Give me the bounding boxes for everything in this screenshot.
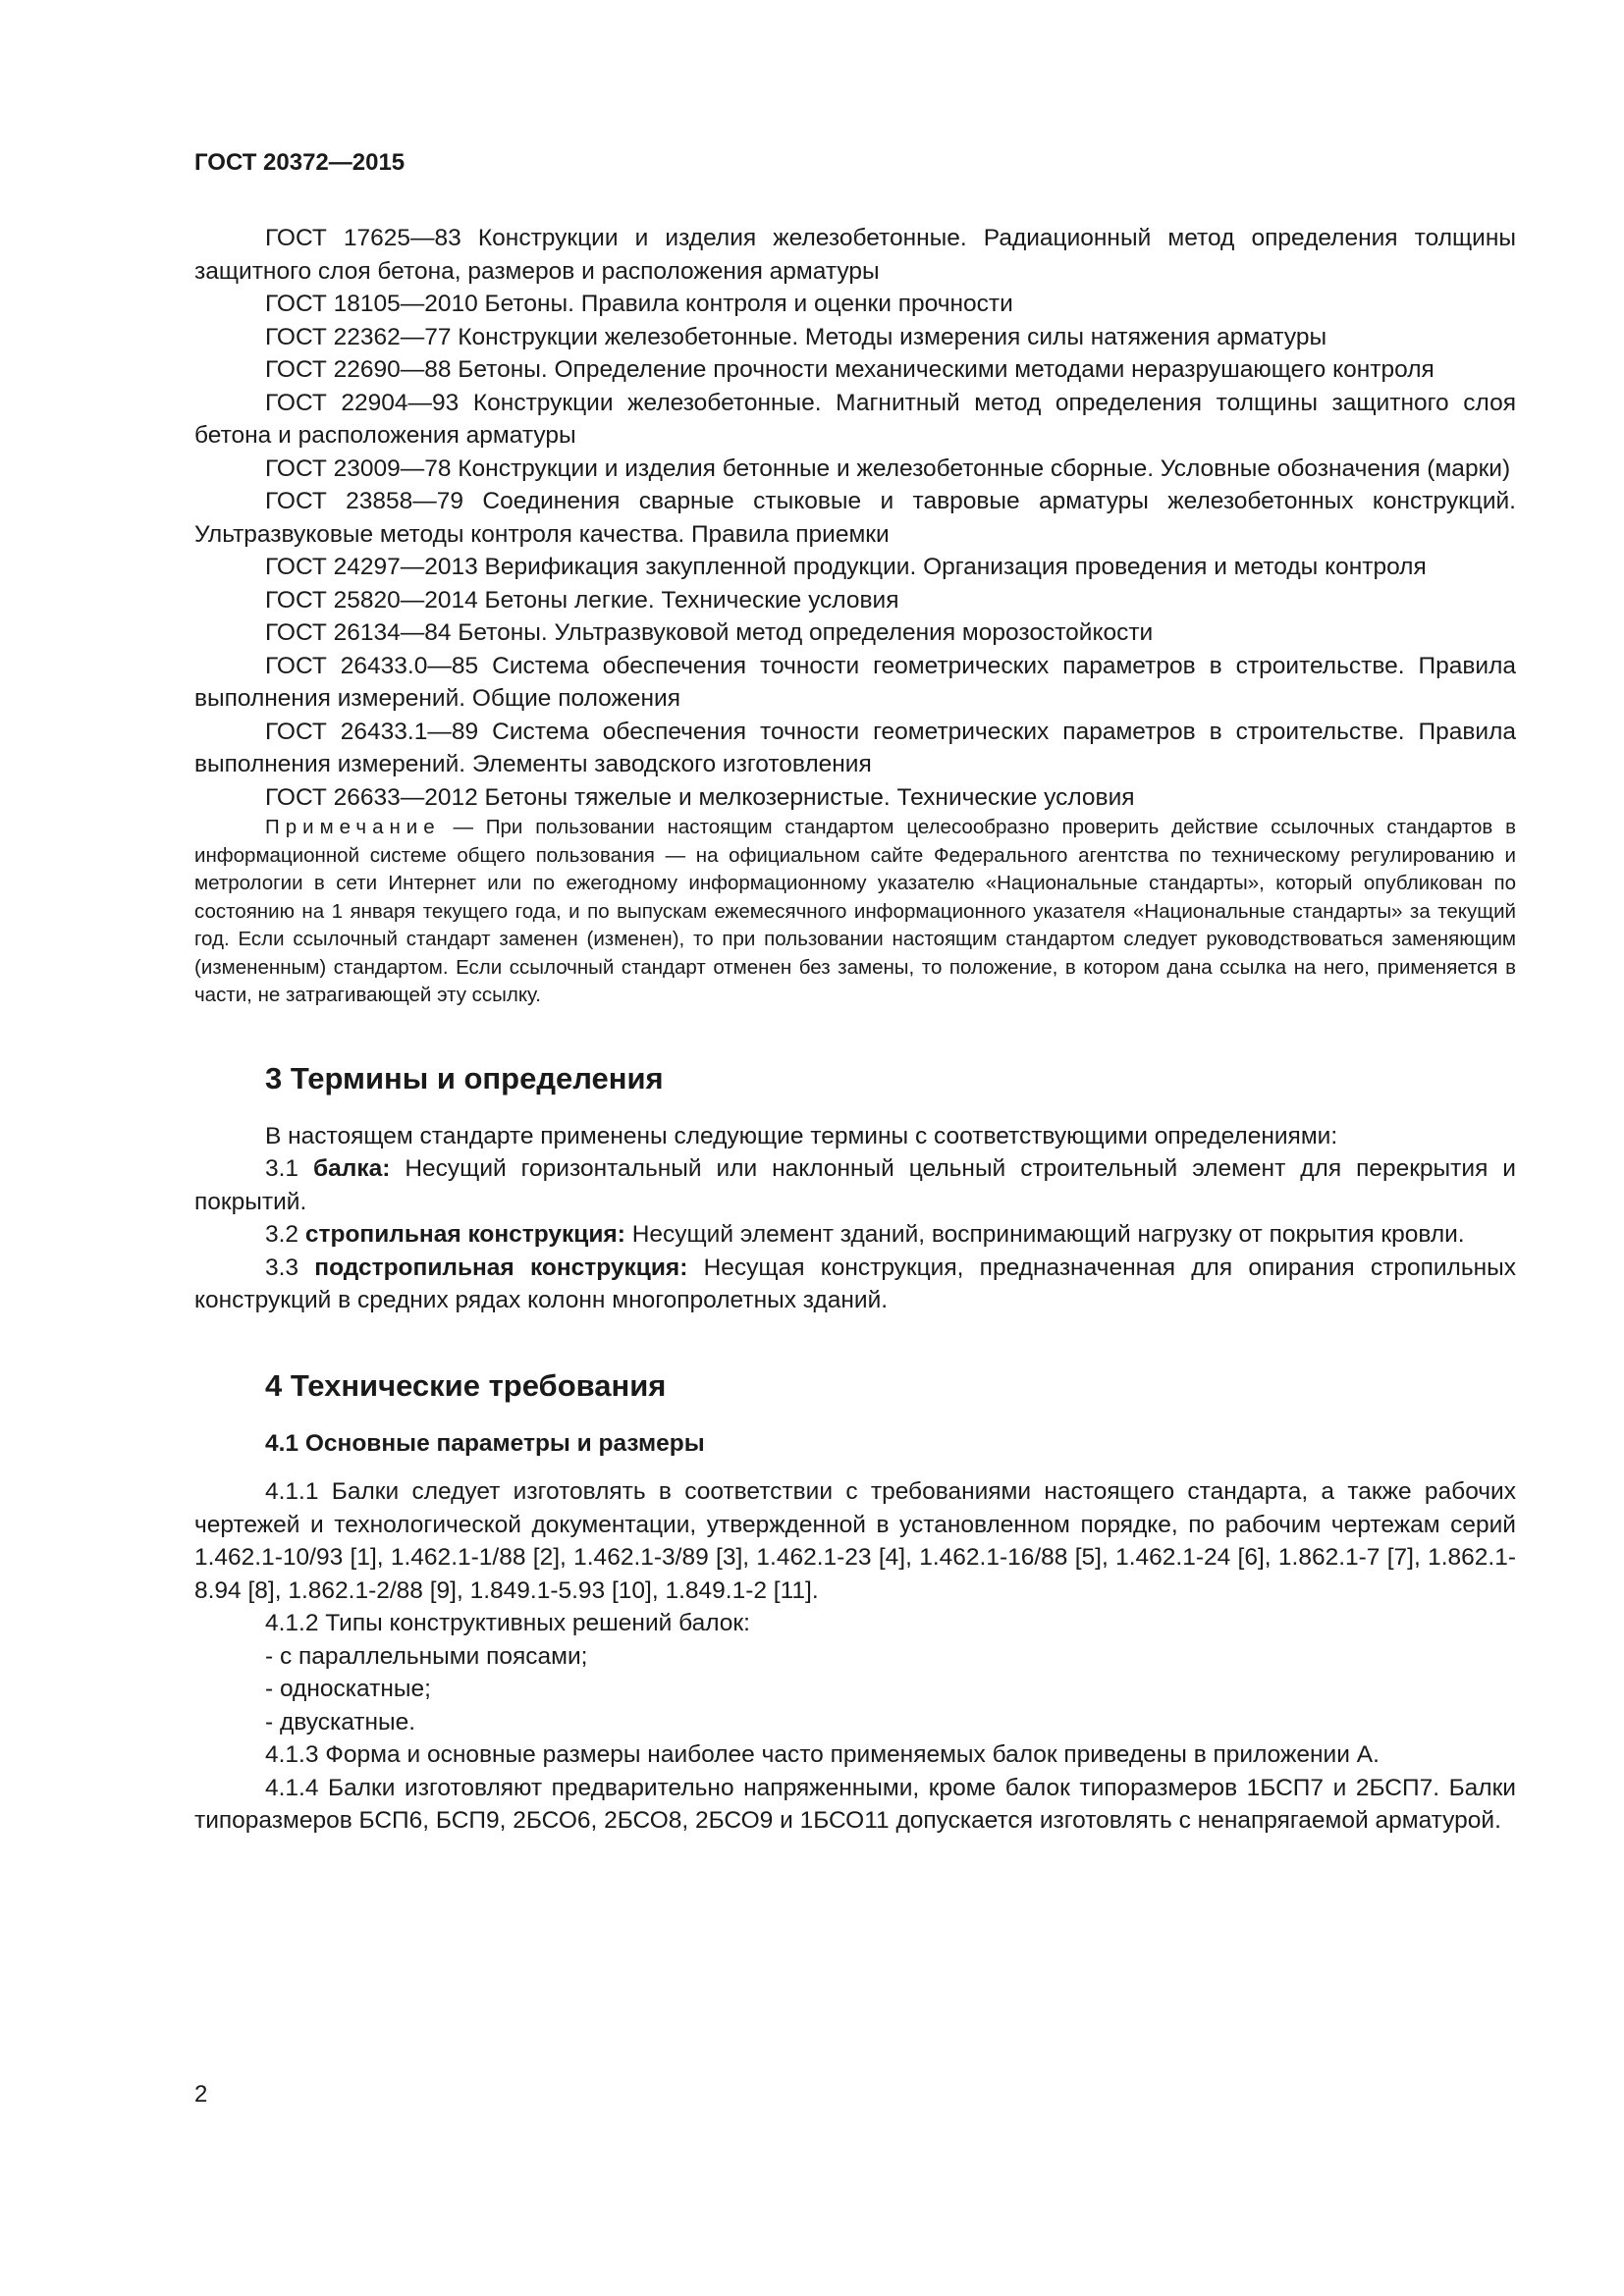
term-text: Несущий элемент зданий, воспринимающий нагрузку от покрытия кровли. [624, 1221, 1465, 1248]
section-4-paragraph: 4.1.1 Балки следует изготовлять в соответствии с требованиями настоящего стандарта, а также рабочих чертежей и технологической документации, утвержденной в установленном порядке, по рабочим чертежам серий 1.462.1-10/93 [1], 1.462.1-1/88 [2], 1.462.1-3/89 [3], 1.462.1-23 [4], 1.462.1-16/88 [5], 1.462.1-24 [6], 1.862.1-7 [7], 1.862.1-8.94 [8], 1.862.1-2/88 [9], 1.849.1-5.93 [10], 1.849.1-2 [11]. [194, 1478, 1516, 1604]
reference-item: ГОСТ 23858—79 Соединения сварные стыковые и тавровые арматуры железобетонных конструкций. Ультразвуковые методы контроля качества. Правила приемки [194, 488, 1516, 548]
reference-item: ГОСТ 22904—93 Конструкции железобетонные. Магнитный метод определения толщины защитного слоя бетона и расположения арматуры [194, 389, 1516, 449]
term-text: Несущая конструкция, предназначенная для опирания стропильных конструкций в средних рядах колонн многопролетных зданий. [194, 1254, 1516, 1313]
subsection-4-1-title: 4.1 Основные параметры и размеры [265, 1429, 705, 1457]
normative-references-list [194, 222, 1516, 814]
term-name: подстропильная конструкция: [314, 1254, 688, 1281]
section-4-paragraph: 4.1.2 Типы конструктивных решений балок: [265, 1610, 750, 1636]
page-number: 2 [194, 2081, 208, 2108]
reference-item: ГОСТ 26134—84 Бетоны. Ультразвуковой метод определения морозостойкости [265, 619, 1154, 646]
reference-item: ГОСТ 24297—2013 Верификация закупленной продукции. Организация проведения и методы контроля [265, 554, 1427, 580]
term-number: 3.2 [265, 1221, 305, 1248]
list-item: - односкатные; [265, 1676, 431, 1702]
section-4-title: 4 Технические требования [265, 1367, 667, 1403]
reference-item: ГОСТ 18105—2010 Бетоны. Правила контроля и оценки прочности [265, 291, 1013, 317]
reference-note [194, 814, 1516, 1010]
section-3-title: 3 Термины и определения [265, 1060, 664, 1095]
section-4-paragraph: 4.1.3 Форма и основные размеры наиболее часто применяемых балок приведены в приложении А. [265, 1741, 1380, 1768]
list-item: - с параллельными поясами; [265, 1642, 588, 1670]
reference-item: ГОСТ 25820—2014 Бетоны легкие. Технические условия [265, 586, 899, 614]
term-definition [194, 1218, 1516, 1252]
document-code-header: ГОСТ 20372—2015 [194, 149, 406, 176]
reference-item: ГОСТ 22362—77 Конструкции железобетонные. Методы измерения силы натяжения арматуры [265, 323, 1327, 350]
list-item: - двускатные. [265, 1708, 416, 1735]
reference-item: ГОСТ 26433.0—85 Система обеспечения точности геометрических параметров в строительстве. Правила выполнения измерений. Общие положения [194, 652, 1516, 712]
reference-item: ГОСТ 26633—2012 Бетоны тяжелые и мелкозернистые. Технические условия [265, 783, 1135, 811]
page-body [194, 222, 1516, 1838]
term-definition [194, 1252, 1516, 1317]
term-name: стропильная конструкция: [304, 1221, 625, 1248]
reference-item: ГОСТ 23009—78 Конструкции и изделия бетонные и железобетонные сборные. Условные обозначения (марки) [265, 454, 1511, 482]
section-3-intro: В настоящем стандарте применены следующие термины с соответствующими определениями: [265, 1122, 1338, 1149]
term-number: 3.3 [265, 1254, 315, 1281]
term-name: балка: [313, 1155, 391, 1182]
reference-item: ГОСТ 22690—88 Бетоны. Определение прочности механическими методами неразрушающего контроля [265, 356, 1435, 383]
note-label: Примечание [265, 816, 441, 838]
term-text: Несущий горизонтальный или наклонный цельный строительный элемент для перекрытия и покрытий. [194, 1155, 1516, 1215]
term-definition [194, 1152, 1516, 1218]
section-4-paragraph: 4.1.4 Балки изготовляют предварительно напряженными, кроме балок типоразмеров 1БСП7 и 2БСП7. Балки типоразмеров БСП6, БСП9, 2БСО6, 2БСО8, 2БСО9 и 1БСО11 допускается изготовлять с ненапрягаемой арматурой. [194, 1774, 1516, 1834]
reference-item: ГОСТ 26433.1—89 Система обеспечения точности геометрических параметров в строительстве. Правила выполнения измерений. Элементы заводского изготовления [194, 718, 1516, 777]
note-text: — При пользовании настоящим стандартом целесообразно проверить действие ссылочных стандартов в информационной системе общего пользования — на официальном сайте Федерального агентства по техническому регулированию и метрологии в сети Интернет или по ежегодному информационному указателю «Национальные стандарты», который опубликован по состоянию на 1 января текущего года, и по выпускам ежемесячного информационного указателя «Национальные стандарты» за текущий год. Если ссылочный стандарт заменен (изменен), то при пользовании настоящим стандартом следует руководствоваться заменяющим (измененным) стандартом. Если ссылочный стандарт отменен без замены, то положение, в котором дана ссылка на него, применяется в части, не затрагивающей эту ссылку. [194, 816, 1516, 1006]
term-number: 3.1 [265, 1155, 314, 1182]
reference-item: ГОСТ 17625—83 Конструкции и изделия железобетонные. Радиационный метод определения толщины защитного слоя бетона, размеров и расположения арматуры [194, 225, 1516, 285]
